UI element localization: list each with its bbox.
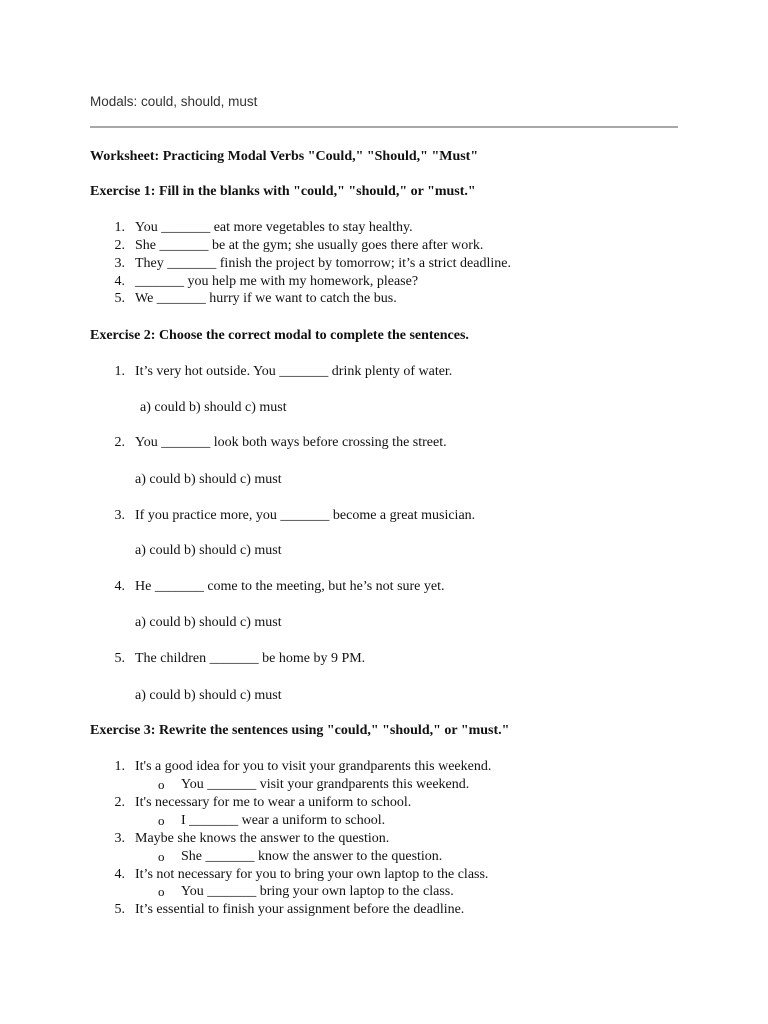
document-header-title: Modals: could, should, must <box>90 94 258 109</box>
question-text: You _______ look both ways before crossing the street. <box>135 435 447 450</box>
hollow-bullet-icon: o <box>158 777 165 792</box>
exercise-1-heading: Exercise 1: Fill in the blanks with "could," "should," or "must." <box>90 184 476 199</box>
rewrite-subitem <box>0 848 768 866</box>
rewrite-subitem <box>0 812 768 830</box>
list-item <box>0 830 768 848</box>
item-text: It’s not necessary for you to bring your own laptop to the class. <box>135 867 489 882</box>
exercise-3-heading: Exercise 3: Rewrite the sentences using "could," "should," or "must." <box>90 723 510 738</box>
rewrite-text: You _______ visit your grandparents this weekend. <box>181 777 470 792</box>
list-item <box>0 794 768 812</box>
hollow-bullet-icon: o <box>158 884 165 899</box>
rewrite-subitem <box>0 883 768 901</box>
worksheet-title: Worksheet: Practicing Modal Verbs "Could," "Should," "Must" <box>90 149 479 164</box>
item-number: 2. <box>114 795 125 810</box>
item-number: 1. <box>114 759 125 774</box>
question-text: The children _______ be home by 9 PM. <box>135 651 366 666</box>
item-text: They _______ finish the project by tomorrow; it’s a strict deadline. <box>135 256 511 271</box>
item-text: She _______ be at the gym; she usually goes there after work. <box>135 238 484 253</box>
list-item <box>0 219 768 237</box>
rewrite-subitem <box>0 776 768 794</box>
item-number: 3. <box>114 508 125 523</box>
item-text: _______ you help me with my homework, please? <box>135 274 419 289</box>
item-number: 2. <box>114 238 125 253</box>
item-text: You _______ eat more vegetables to stay healthy. <box>135 220 413 235</box>
item-number: 3. <box>114 831 125 846</box>
list-item <box>0 290 768 308</box>
item-number: 1. <box>114 364 125 379</box>
question-item <box>0 578 768 596</box>
item-text: Maybe she knows the answer to the question. <box>135 831 390 846</box>
hollow-bullet-icon: o <box>158 849 165 864</box>
item-text: It's a good idea for you to visit your grandparents this weekend. <box>135 759 492 774</box>
item-number: 5. <box>114 651 125 666</box>
answer-options: a) could b) should c) must <box>135 688 282 703</box>
item-number: 4. <box>114 274 125 289</box>
list-item <box>0 901 768 919</box>
item-number: 3. <box>114 256 125 271</box>
list-item <box>0 255 768 273</box>
question-text: It’s very hot outside. You _______ drink plenty of water. <box>135 364 453 379</box>
item-text: We _______ hurry if we want to catch the bus. <box>135 291 397 306</box>
rewrite-text: I _______ wear a uniform to school. <box>181 813 386 828</box>
exercise-2-heading: Exercise 2: Choose the correct modal to complete the sentences. <box>90 328 469 343</box>
question-item <box>0 434 768 452</box>
question-text: If you practice more, you _______ become a great musician. <box>135 508 476 523</box>
item-text: It's necessary for me to wear a uniform to school. <box>135 795 412 810</box>
rewrite-text: She _______ know the answer to the question. <box>181 849 443 864</box>
list-item <box>0 273 768 291</box>
item-number: 2. <box>114 435 125 450</box>
list-item <box>0 866 768 884</box>
item-number: 5. <box>114 902 125 917</box>
answer-options: a) could b) should c) must <box>135 543 282 558</box>
question-item <box>0 650 768 668</box>
item-number: 5. <box>114 291 125 306</box>
item-number: 1. <box>114 220 125 235</box>
header-divider <box>90 126 678 128</box>
rewrite-text: You _______ bring your own laptop to the class. <box>181 884 454 899</box>
question-text: He _______ come to the meeting, but he’s not sure yet. <box>135 579 445 594</box>
question-item <box>0 363 768 381</box>
question-item <box>0 507 768 525</box>
item-number: 4. <box>114 867 125 882</box>
answer-options: a) could b) should c) must <box>135 615 282 630</box>
list-item <box>0 758 768 776</box>
answer-options: a) could b) should c) must <box>135 472 282 487</box>
list-item <box>0 237 768 255</box>
item-text: It’s essential to finish your assignment before the deadline. <box>135 902 465 917</box>
item-number: 4. <box>114 579 125 594</box>
answer-options: a) could b) should c) must <box>140 400 287 415</box>
hollow-bullet-icon: o <box>158 813 165 828</box>
